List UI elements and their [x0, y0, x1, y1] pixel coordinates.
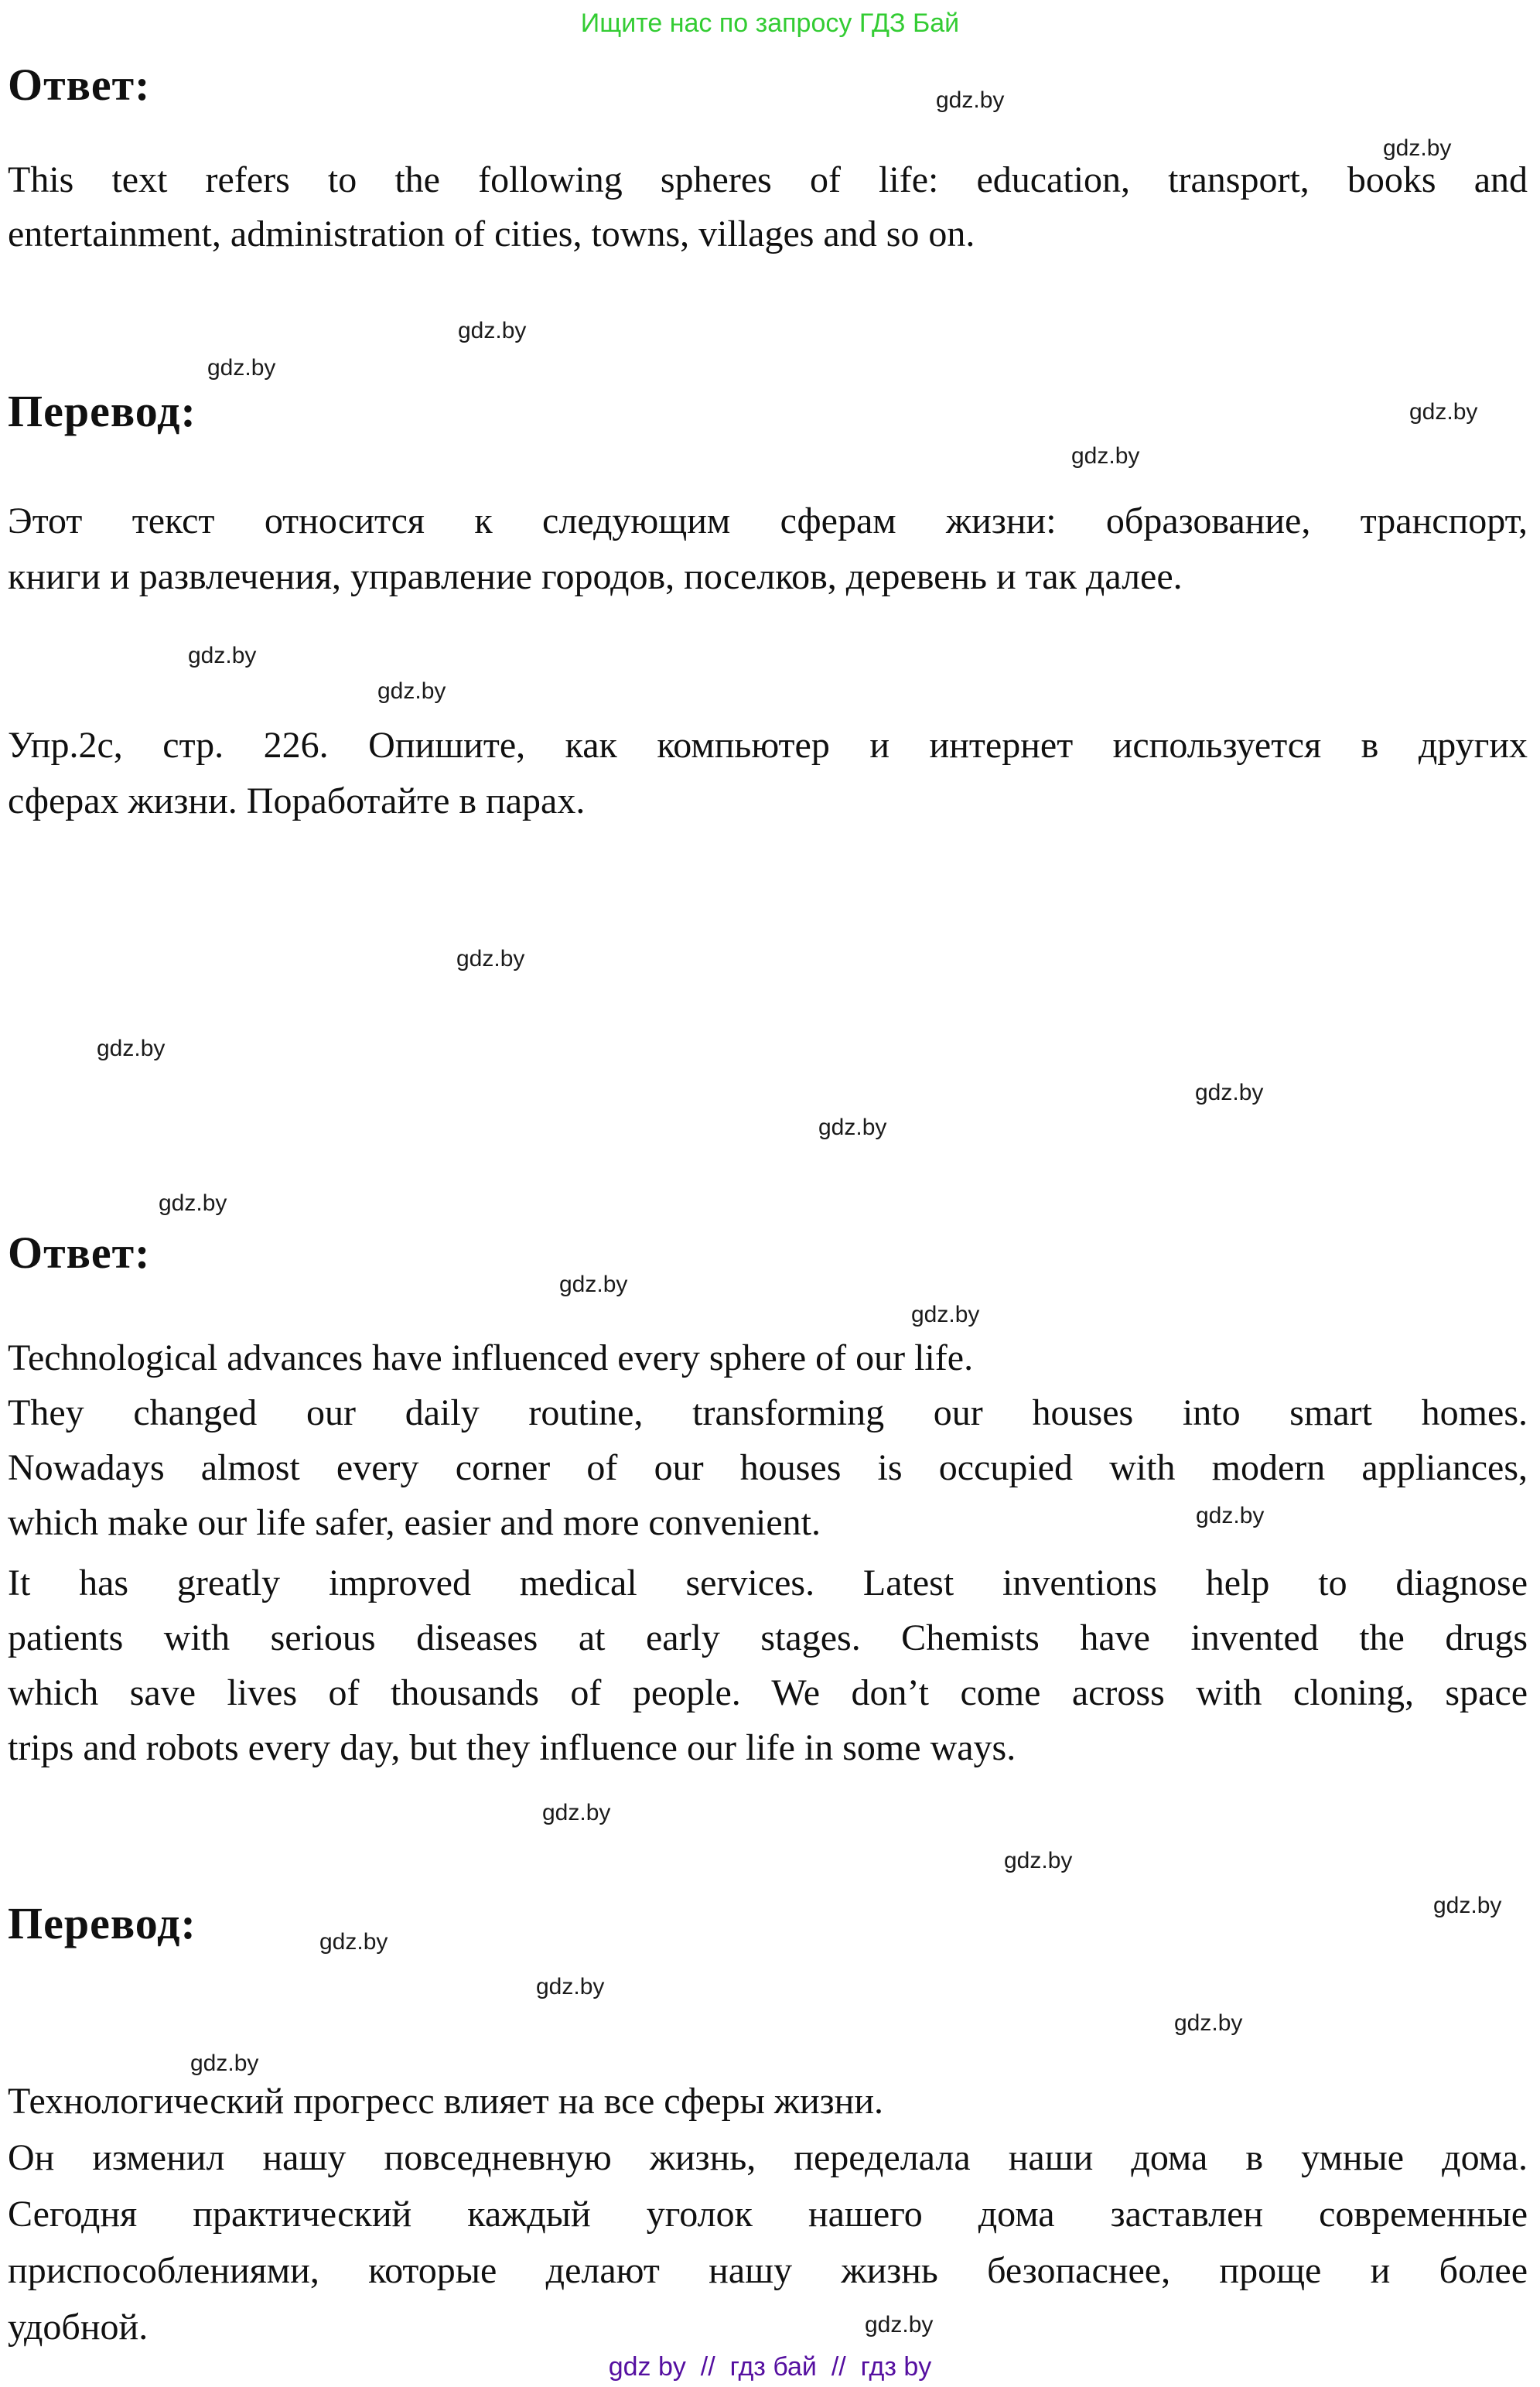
text-line: trips and robots every day, but they influence our life in some ways.	[8, 1727, 1016, 1768]
translation1-heading: Перевод:	[8, 386, 196, 436]
gdz-watermark: gdz.by	[319, 1929, 388, 1955]
text-line: which make our life safer, easier and more convenient.	[8, 1502, 821, 1543]
translation2-paragraph	[8, 2073, 1528, 2355]
gdz-watermark: gdz.by	[936, 87, 1005, 113]
gdz-watermark: gdz.by	[536, 1974, 605, 1999]
gdz-watermark: gdz.by	[190, 2051, 259, 2076]
text-line: Этот текст относится к следующим сферам жизни: образование, транспорт,	[8, 500, 1528, 541]
gdz-watermark: gdz.by	[1196, 1503, 1265, 1528]
gdz-watermark: gdz.by	[377, 678, 446, 704]
footer-tagline: gdz by // гдз бай // гдз by	[608, 2352, 932, 2382]
translation2-heading: Перевод:	[8, 1898, 196, 1948]
gdz-watermark: gdz.by	[458, 318, 527, 343]
answer1-heading: Ответ:	[8, 60, 151, 110]
gdz-watermark: gdz.by	[188, 643, 257, 668]
text-line: Технологический прогресс влияет на все сферы жизни.	[8, 2081, 884, 2122]
text-line: This text refers to the following spheres of life: education, transport, books and	[8, 159, 1528, 200]
text-line: They changed our daily routine, transforming our houses into smart homes.	[8, 1392, 1528, 1433]
gdz-watermark: gdz.by	[1004, 1848, 1073, 1873]
text-line: It has greatly improved medical services. Latest inventions help to diagnose	[8, 1562, 1528, 1603]
text-line: Technological advances have influenced every sphere of our life.	[8, 1337, 974, 1378]
gdz-watermark: gdz.by	[456, 946, 525, 972]
text-line: Сегодня практический каждый уголок нашего дома заставлен современные	[8, 2194, 1528, 2235]
text-line: удобной.	[8, 2307, 149, 2348]
gdz-watermark: gdz.by	[1409, 399, 1478, 425]
text-line: patients with serious diseases at early stages. Chemists have invented the drugs	[8, 1617, 1528, 1658]
gdz-watermark: gdz.by	[865, 2312, 934, 2337]
text-line: Упр.2с, стр. 226. Опишите, как компьютер и интернет используется в других	[8, 725, 1528, 766]
gdz-watermark: gdz.by	[1383, 135, 1452, 161]
answer1-paragraph	[8, 153, 1528, 261]
gdz-watermark: gdz.by	[159, 1190, 227, 1216]
gdz-watermark: gdz.by	[97, 1036, 166, 1061]
answer2-heading: Ответ:	[8, 1228, 151, 1278]
gdz-watermark: gdz.by	[1174, 2010, 1243, 2036]
translation1-paragraph	[8, 493, 1528, 605]
gdz-watermark: gdz.by	[559, 1272, 628, 1297]
gdz-watermark: gdz.by	[1433, 1893, 1502, 1918]
gdz-watermark: gdz.by	[207, 355, 276, 381]
gdz-watermark: gdz.by	[1195, 1080, 1264, 1105]
task-paragraph	[8, 718, 1528, 829]
gdz-watermark: gdz.by	[818, 1115, 887, 1140]
gdz-watermark: gdz.by	[911, 1302, 980, 1327]
text-line: сферах жизни. Поработайте в парах.	[8, 780, 586, 821]
text-line: Он изменил нашу повседневную жизнь, переделала наши дома в умные дома.	[8, 2137, 1528, 2178]
promo-banner: Ищите нас по запросу ГДЗ Бай	[580, 9, 960, 38]
text-line: приспособлениями, которые делают нашу жизнь безопаснее, проще и более	[8, 2250, 1528, 2291]
gdz-watermark: gdz.by	[1071, 443, 1140, 469]
text-line: entertainment, administration of cities, towns, villages and so on.	[8, 213, 975, 254]
answer2-paragraph	[8, 1330, 1528, 1775]
text-line: Nowadays almost every corner of our houses is occupied with modern appliances,	[8, 1447, 1528, 1488]
text-line: which save lives of thousands of people. We don’t come across with cloning, space	[8, 1672, 1528, 1713]
gdz-watermark: gdz.by	[542, 1800, 611, 1825]
text-line: книги и развлечения, управление городов, поселков, деревень и так далее.	[8, 556, 1183, 597]
